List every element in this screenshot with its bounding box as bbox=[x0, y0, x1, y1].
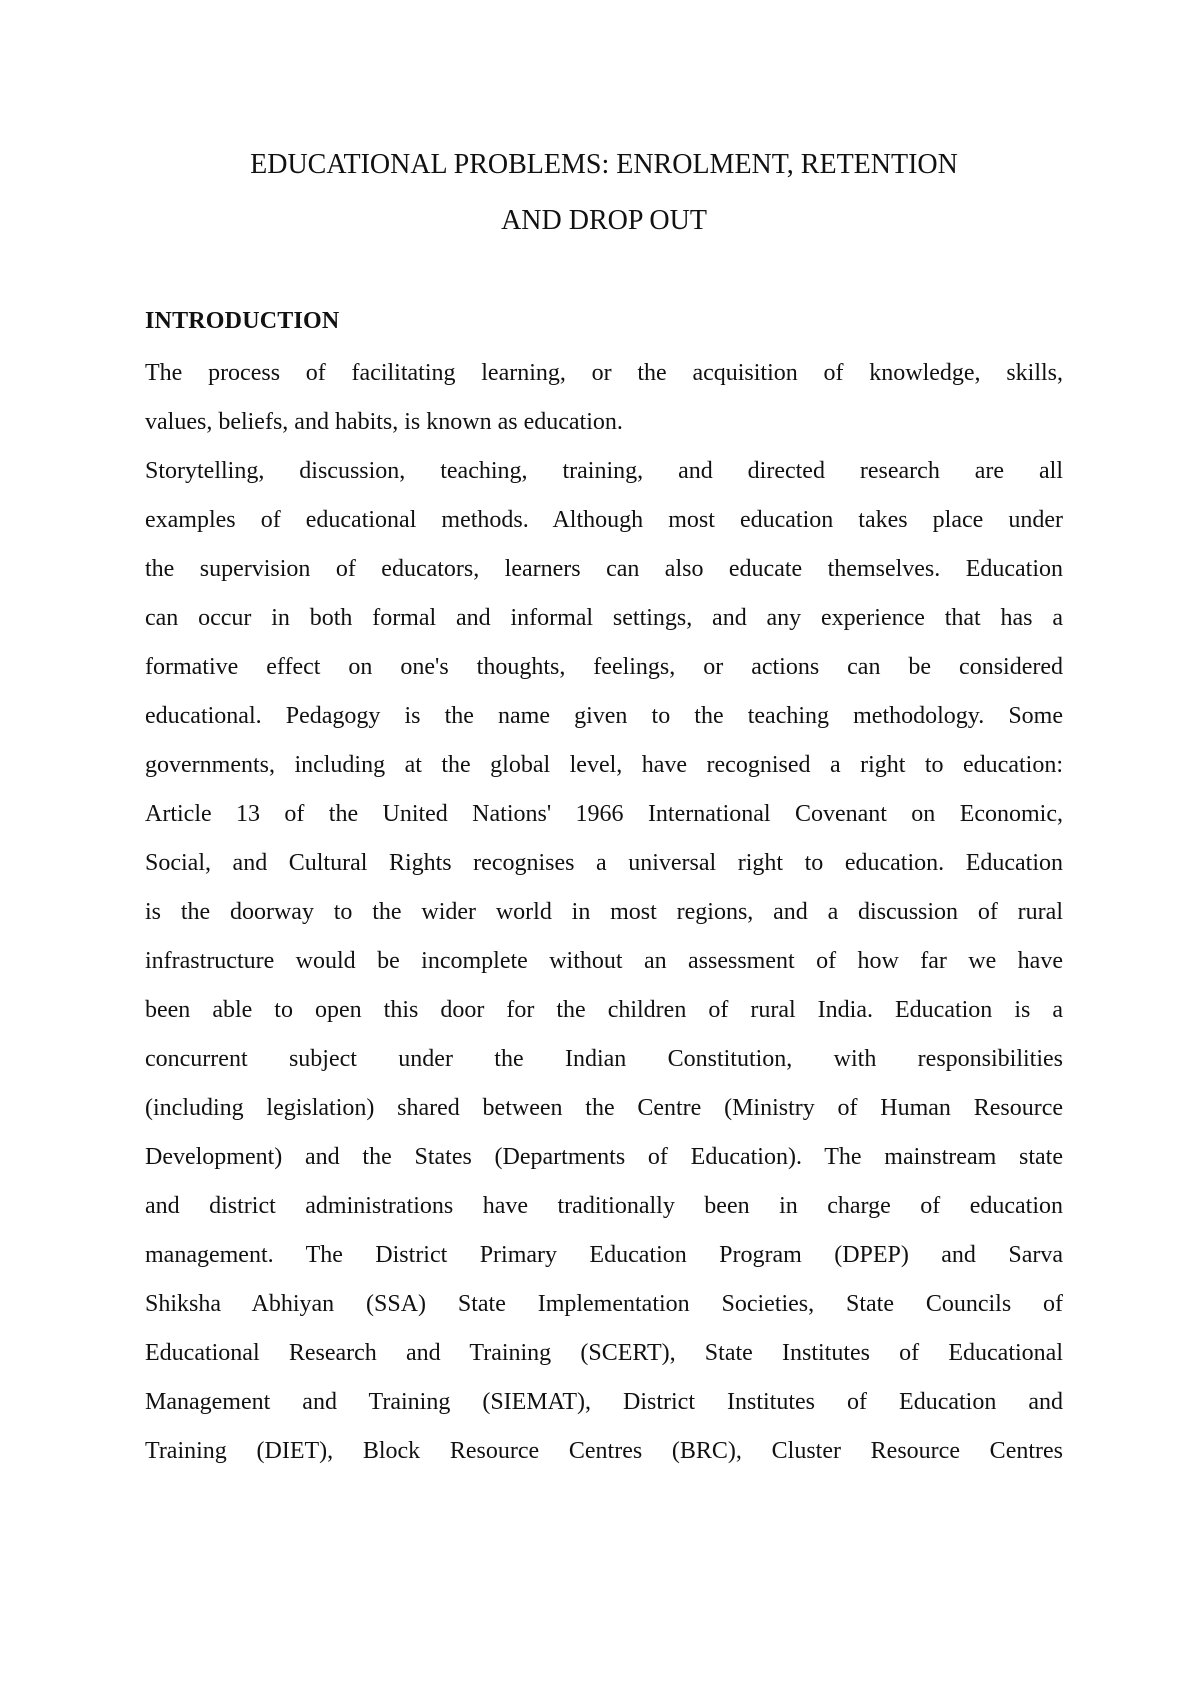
paragraph-2-line: is the doorway to the wider world in most regions, and a discussion of rural bbox=[145, 899, 1063, 925]
paragraph-1 bbox=[145, 349, 1063, 447]
paragraph-2-line: Storytelling, discussion, teaching, training, and directed research are all bbox=[145, 458, 1063, 484]
paragraph-2-line: the supervision of educators, learners can also educate themselves. Education bbox=[145, 556, 1063, 582]
paragraph-2-line: Shiksha Abhiyan (SSA) State Implementation Societies, State Councils of bbox=[145, 1291, 1063, 1317]
paragraph-2-line: infrastructure would be incomplete without an assessment of how far we have bbox=[145, 948, 1063, 974]
paragraph-2-line: educational. Pedagogy is the name given to the teaching methodology. Some bbox=[145, 703, 1063, 729]
paragraph-2-line: Development) and the States (Departments of Education). The mainstream state bbox=[145, 1144, 1063, 1170]
paragraph-2-line: (including legislation) shared between the Centre (Ministry of Human Resource bbox=[145, 1095, 1063, 1121]
paragraph-2-line: can occur in both formal and informal settings, and any experience that has a bbox=[145, 605, 1063, 631]
paragraph-2-line: been able to open this door for the children of rural India. Education is a bbox=[145, 997, 1063, 1023]
paragraph-2-line: governments, including at the global level, have recognised a right to education: bbox=[145, 752, 1063, 778]
paragraph-2-line: Educational Research and Training (SCERT), State Institutes of Educational bbox=[145, 1340, 1063, 1366]
paragraph-2-line: concurrent subject under the Indian Constitution, with responsibilities bbox=[145, 1046, 1063, 1072]
paragraph-2-line: formative effect on one's thoughts, feelings, or actions can be considered bbox=[145, 654, 1063, 680]
section-heading-introduction: INTRODUCTION bbox=[145, 308, 340, 334]
document-title-line-2: AND DROP OUT bbox=[501, 205, 707, 236]
paragraph-1-line: The process of facilitating learning, or the acquisition of knowledge, skills, bbox=[145, 360, 1063, 386]
paragraph-2-line: management. The District Primary Education Program (DPEP) and Sarva bbox=[145, 1242, 1063, 1268]
document-title-line-1: EDUCATIONAL PROBLEMS: ENROLMENT, RETENTION bbox=[250, 149, 958, 180]
paragraph-2-line: and district administrations have traditionally been in charge of education bbox=[145, 1193, 1063, 1219]
paragraph-1-line: values, beliefs, and habits, is known as education. bbox=[145, 409, 623, 435]
paragraph-2-line: examples of educational methods. Although most education takes place under bbox=[145, 507, 1063, 533]
paragraph-2-line: Management and Training (SIEMAT), District Institutes of Education and bbox=[145, 1389, 1063, 1415]
paragraph-2-line: Article 13 of the United Nations' 1966 International Covenant on Economic, bbox=[145, 801, 1063, 827]
paragraph-2-line: Training (DIET), Block Resource Centres (BRC), Cluster Resource Centres bbox=[145, 1438, 1063, 1464]
paragraph-2-line: Social, and Cultural Rights recognises a universal right to education. Education bbox=[145, 850, 1063, 876]
paragraph-2 bbox=[145, 447, 1063, 1476]
